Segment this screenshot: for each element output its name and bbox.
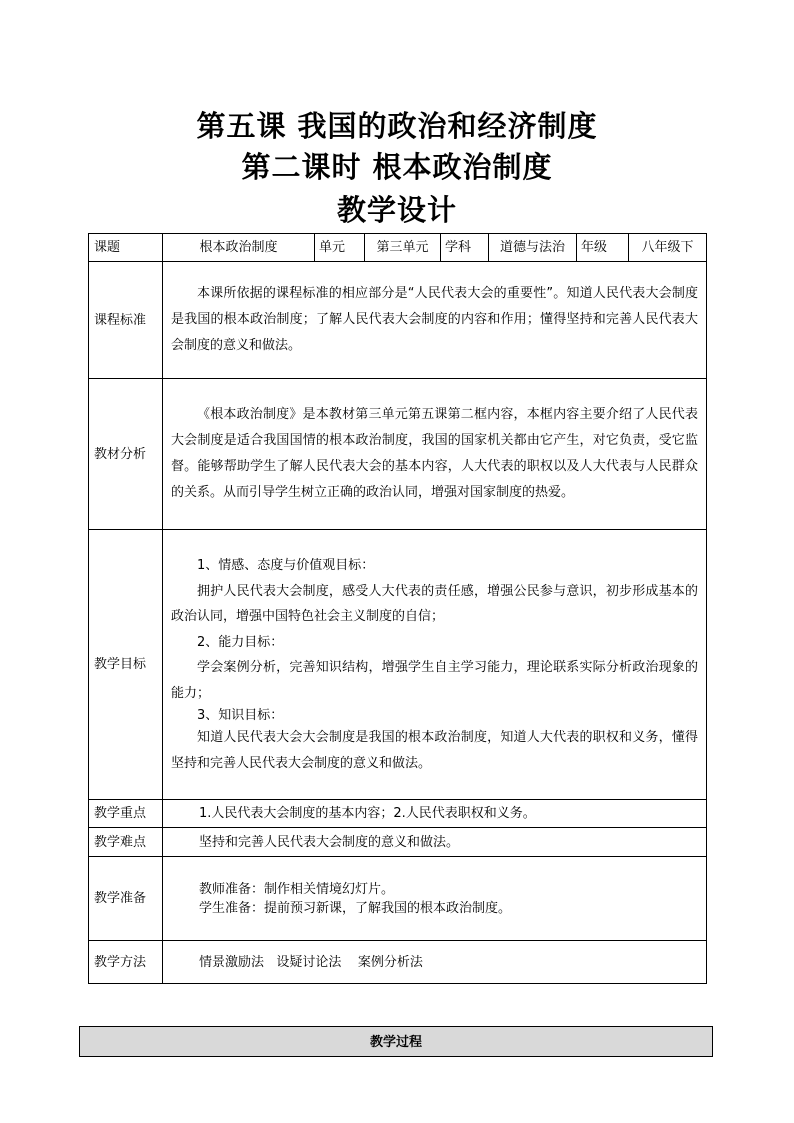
goal-3-text: 知道人民代表大会大会制度是我国的根本政治制度，知道人大代表的职权和义务，懂得坚持和完善人民代表大会制度的意义和做法。 xyxy=(171,730,698,771)
lesson-subtitle: 第二课时 根本政治制度 xyxy=(241,150,553,184)
goal-1-text: 拥护人民代表大会制度，感受人大代表的责任感，增强公民参与意识，初步形成基本的政治认同，增强中国特色社会主义制度的自信； xyxy=(171,583,698,624)
preparation-label: 教学准备 xyxy=(89,857,163,941)
standard-label: 课程标准 xyxy=(89,262,163,379)
header-row xyxy=(89,234,707,262)
goal-3-title: 3、知识目标： xyxy=(197,708,284,723)
key-points-label: 教学重点 xyxy=(89,800,163,828)
difficulties-text: 坚持和完善人民代表大会制度的意义和做法。 xyxy=(163,828,707,857)
teaching-process-header: 教学过程 xyxy=(79,1026,713,1057)
difficulties-row xyxy=(89,828,707,857)
goals-label: 教学目标 xyxy=(89,530,163,800)
goal-1-title: 1、情感、态度与价值观目标： xyxy=(197,558,375,573)
grade-label: 年级 xyxy=(577,234,629,262)
topic-value: 根本政治制度 xyxy=(163,234,315,262)
analysis-label: 教材分析 xyxy=(89,379,163,530)
document-title: 教学设计 xyxy=(336,193,457,227)
unit-label: 单元 xyxy=(315,234,365,262)
goal-2-text: 学会案例分析，完善知识结构，增强学生自主学习能力，理论联系实际分析政治现象的能力； xyxy=(171,660,698,701)
analysis-row xyxy=(89,379,707,530)
lesson-title: 第五课 我国的政治和经济制度 xyxy=(196,109,598,143)
goal-2-title: 2、能力目标： xyxy=(197,634,284,650)
subject-value: 道德与法治 xyxy=(489,234,577,262)
standard-text: 本课所依据的课程标准的相应部分是“人民代表大会的重要性”。知道人民代表大会制度是我国的根本政治制度；了解人民代表大会制度的内容和作用；懂得坚持和完善人民代表大会制度的意义和做法。 xyxy=(171,286,698,353)
lesson-plan-table xyxy=(88,233,707,984)
difficulties-label: 教学难点 xyxy=(89,828,163,857)
grade-value: 八年级下 xyxy=(629,234,707,262)
unit-value: 第三单元 xyxy=(365,234,441,262)
subject-label: 学科 xyxy=(441,234,489,262)
key-points-row xyxy=(89,800,707,828)
analysis-text: 《根本政治制度》是本教材第三单元第五课第二框内容，本框内容主要介绍了人民代表大会制度是适合我国国情的根本政治制度，我国的国家机关都由它产生，对它负责，受它监督。能够帮助学生了解人民代表大会的基本内容，人大代表的职权以及人大代表与人民群众的关系。从而引导学生树立正确的政治认同，增强对国家制度的热爱。 xyxy=(171,407,698,500)
teacher-preparation: 教师准备：制作相关情境幻灯片。 xyxy=(199,881,395,897)
student-preparation: 学生准备：提前预习新课，了解我国的根本政治制度。 xyxy=(199,900,512,916)
methods-text: 情景激励法 设疑讨论法 案例分析法 xyxy=(163,941,707,984)
standard-row xyxy=(89,262,707,379)
preparation-row xyxy=(89,857,707,941)
goals-row xyxy=(89,530,707,800)
topic-label: 课题 xyxy=(89,234,163,262)
methods-row xyxy=(89,941,707,984)
key-points-text: 1.人民代表大会制度的基本内容；2.人民代表职权和义务。 xyxy=(163,800,707,828)
methods-label: 教学方法 xyxy=(89,941,163,984)
